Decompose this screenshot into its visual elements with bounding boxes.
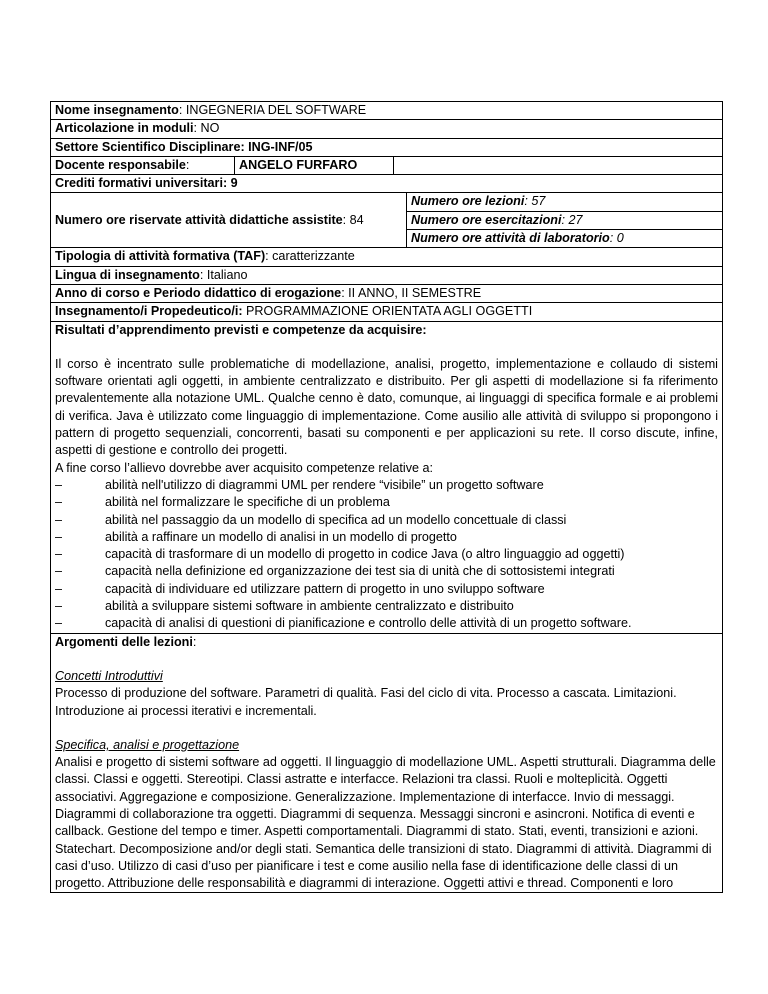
dash-bullet: – — [55, 616, 63, 631]
docente-colon: : — [185, 157, 190, 172]
settore-row — [50, 138, 723, 156]
docente-label: Docente responsabile — [55, 157, 186, 172]
nome-label: Nome insegnamento — [55, 103, 179, 117]
anno-value: : II ANNO, II SEMESTRE — [341, 285, 482, 300]
taf-label: Tipologia di attività formativa (TAF) — [55, 249, 266, 264]
ore-lezioni-value: : 57 — [524, 194, 546, 209]
taf-row — [50, 247, 723, 265]
section-title-intro: Concetti Introduttivi — [55, 668, 163, 683]
competenza-text: abilità a sviluppare sistemi software in ambiente centralizzato e distribuito — [105, 599, 514, 614]
articolazione-row — [50, 119, 723, 137]
ore-detail-cell — [406, 193, 722, 247]
argomenti-row — [50, 633, 723, 894]
argomenti-colon: : — [192, 634, 197, 649]
competenza-text: capacità di trasformare di un modello di progetto in codice Java (o altro linguaggio ad oggetti) — [105, 547, 625, 562]
competenza-item — [55, 563, 718, 580]
dash-bullet: – — [55, 512, 63, 527]
anno-row — [50, 284, 723, 302]
docente-row — [50, 156, 723, 174]
propedeutico-label: Insegnamento/i Propedeutico/i: — [55, 304, 243, 319]
dash-bullet: – — [55, 529, 63, 544]
competenza-item — [55, 529, 718, 546]
competenza-text: abilità a raffinare un modello di analisi in un modello di progetto — [105, 529, 457, 544]
ore-esercitazioni-value: : 27 — [561, 212, 583, 227]
competenza-item — [55, 512, 718, 529]
dash-bullet: – — [55, 564, 63, 579]
competenza-text: capacità nella definizione ed organizzazione dei test sia di unità che di sottosistemi integrati — [105, 564, 615, 579]
section-intro — [55, 668, 718, 720]
section-specifica — [55, 737, 718, 893]
risultati-intro: A fine corso l’allievo dovrebbe aver acquisito competenze relative a: — [55, 460, 434, 475]
competenza-item — [55, 581, 718, 598]
competenza-item — [55, 477, 718, 494]
docente-label-cell — [51, 157, 235, 174]
section-title-specifica: Specifica, analisi e progettazione — [55, 737, 240, 752]
crediti-label: Crediti formativi universitari — [55, 176, 223, 191]
ore-laboratorio — [407, 230, 722, 247]
competenza-item — [55, 598, 718, 615]
argomenti-label: Argomenti delle lezioni — [55, 634, 193, 649]
ore-laboratorio-label: Numero ore attività di laboratorio — [411, 231, 610, 246]
ore-laboratorio-value: : 0 — [609, 231, 624, 246]
competenza-item — [55, 615, 718, 632]
risultati-paragraph: Il corso è incentrato sulle problematiche di modellazione, analisi, progetto, implementazione e collaudo di sistemi software orientati agli oggetti, in ambiente centralizzato e distribuito. Per gli aspetti di modellazione si fa riferimento prevalentemente alla notazione UML. Qualche cenno è dato, comunque, ai linguaggi di specifica formale e ai problemi di verifica. Java è utilizzato come linguaggio di implementazione. Come ausilio alle attività di sviluppo si propongono i pattern di progetto sequenziali, concorrenti, basati su componenti e per applicazioni su rete. Il corso discute, infine, aspetti di gestione e controllo dei progetti. — [55, 356, 718, 458]
ore-esercitazioni — [407, 212, 722, 230]
lingua-row — [50, 266, 723, 284]
section-text-intro: Processo di produzione del software. Parametri di qualità. Fasi del ciclo di vita. Processo a cascata. Limitazioni. Introduzione ai processi iterativi e incrementali. — [55, 686, 677, 718]
section-text-specifica: Analisi e progetto di sistemi software ad oggetti. Il linguaggio di modellazione UML. Aspetti strutturali. Diagramma delle classi. Classi e oggetti. Stereotipi. Classi astratte e interfacce. Relazioni tra classi. Ruoli e molteplicità. Oggetti associativi. Aggregazione e composizione. Generalizzazione. Implementazione di interfacce. Invio di messaggi. Diagrammi di collaborazione tra oggetti. Diagrammi di sequenza. Messaggi sincroni e asincroni. Notifica di eventi e callback. Gestione del tempo e timer. Aspetti comportamentali. Diagrammi di stato. Stati, eventi, transizioni e azioni. Statechart. Decomposizione and/or degli stati. Semantica delle transizioni di stato. Diagrammi di attività. Diagrammi di casi d’uso. Utilizzo di casi d’uso per pianificare i test e come ausilio nella fase di identificazione delle classi di un progetto. Attribuzione delle responsabilità e diagrammi di interazione. Oggetti attivi e thread. Componenti e loro — [55, 755, 716, 891]
dash-bullet: – — [55, 547, 63, 562]
risultati-row — [50, 321, 723, 633]
anno-label: Anno di corso e Periodo didattico di erogazione — [55, 285, 342, 300]
ore-row — [50, 192, 723, 247]
ore-esercitazioni-label: Numero ore esercitazioni — [411, 212, 562, 227]
competenza-item — [55, 494, 718, 511]
course-sheet — [50, 101, 723, 893]
dash-bullet: – — [55, 495, 63, 510]
ore-riservate-label: Numero ore riservate attività didattiche assistite — [55, 212, 343, 227]
dash-bullet: – — [55, 599, 63, 614]
competenza-text: capacità di analisi di questioni di pianificazione e controllo delle attività di un progetto software. — [105, 616, 632, 631]
articolazione-label: Articolazione in moduli — [55, 121, 194, 136]
competenza-item — [55, 546, 718, 563]
crediti-row — [50, 174, 723, 192]
docente-value-cell — [235, 157, 394, 174]
ore-lezioni — [407, 193, 722, 211]
competenze-list — [55, 477, 718, 633]
taf-value: : caratterizzante — [265, 249, 355, 264]
risultati-label: Risultati d’apprendimento previsti e competenze da acquisire: — [55, 322, 427, 337]
settore-label: Settore Scientifico Disciplinare: ING-INF/05 — [55, 139, 313, 154]
propedeutico-row — [50, 302, 723, 320]
docente-value: ANGELO FURFARO — [239, 157, 358, 172]
dash-bullet: – — [55, 581, 63, 596]
ore-lezioni-label: Numero ore lezioni — [411, 194, 525, 209]
competenza-text: capacità di individuare ed utilizzare pattern di progetto in uno sviluppo software — [105, 581, 545, 596]
competenza-text: abilità nell'utilizzo di diagrammi UML per rendere “visibile” un progetto software — [105, 477, 544, 492]
ore-riservate-cell — [51, 193, 406, 247]
lingua-label: Lingua di insegnamento — [55, 267, 200, 282]
competenza-text: abilità nel passaggio da un modello di specifica ad un modello concettuale di classi — [105, 512, 567, 527]
lingua-value: : Italiano — [199, 267, 248, 282]
propedeutico-value: PROGRAMMAZIONE ORIENTATA AGLI OGGETTI — [242, 304, 533, 319]
nome-value: : INGEGNERIA DEL SOFTWARE — [178, 103, 367, 117]
articolazione-value: : NO — [193, 121, 220, 136]
competenza-text: abilità nel formalizzare le specifiche di un problema — [105, 495, 390, 510]
nome-row — [50, 101, 723, 119]
dash-bullet: – — [55, 477, 63, 492]
ore-riservate-value: : 84 — [342, 212, 364, 227]
crediti-value: : 9 — [222, 176, 238, 191]
